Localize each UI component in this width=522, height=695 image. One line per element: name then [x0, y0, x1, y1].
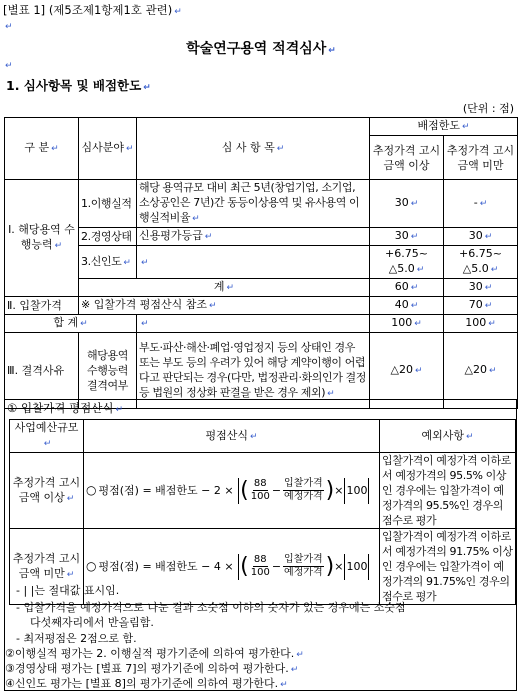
field-credibility: 3.신인도 ↵: [79, 246, 137, 279]
item-performance: 해당 용역규모 대비 최근 5년(창업기업, 소기업, 소상공인은 7년)간 동등이상용역 및 유사용역 이행실적비율 ↵: [137, 180, 370, 228]
circle-bullet-icon: ○: [86, 559, 97, 573]
note-credibility: ④신인도 평가는 [별표 8]의 평가기준에 의하여 평가한다. ↵: [5, 677, 288, 690]
formula-heading: ① 입찰가격 평점산식 ↵: [7, 401, 124, 415]
header-exception: 예외사항 ↵: [380, 420, 516, 453]
circle-bullet-icon: ○: [86, 483, 97, 497]
header-below: 추정가격 고시금액 미만: [444, 136, 518, 180]
total-above: 100 ↵: [370, 315, 444, 333]
subtotal-label: 계 ↵: [79, 279, 370, 297]
score-management-below: 30 ↵: [444, 228, 518, 246]
note-performance: ②이행실적 평가는 2. 이행실적 평가기준에 의하여 평가한다. ↵: [5, 647, 304, 660]
disqualification-above: △20 ↵: [370, 333, 444, 409]
score-table: [4, 117, 518, 409]
return-mark: ↵: [5, 22, 13, 32]
bid-above: 40 ↵: [370, 297, 444, 315]
note-rounding: - 입찰가격을 예정가격으로 나눈 결과 소숫점 이하의 숫자가 있는 경우에는 소숫점: [16, 601, 406, 614]
note-minimum-score: - 최저평점은 2점으로 함.: [16, 632, 137, 645]
disqualification-below: △20 ↵: [444, 333, 518, 409]
note-rounding-cont: 다섯째자리에서 반올림함.: [30, 616, 154, 629]
header-category: 구 분 ↵: [5, 118, 79, 180]
bid-item: ※ 입찰가격 평점산식 참조 ↵: [79, 297, 370, 315]
header-field: 심사분야 ↵: [79, 118, 137, 180]
score-credibility-below: +6.75~ △5.0 ↵: [444, 246, 518, 279]
formula-above: ○ 평점(점) = 배점한도 − 2 × ( $\frac{88}{100}$ − $\frac{\text{입찰가격}}{\text{예정가격}}$ ) × 100: [84, 453, 380, 529]
return-mark: ↵: [5, 61, 13, 71]
total-below: 100 ↵: [444, 315, 518, 333]
appendix-label: [별표 1] (제5조제1항제1호 관련) ↵: [3, 3, 182, 17]
header-score-limit: 배점한도 ↵: [370, 118, 518, 136]
field-management: 2.경영상태: [79, 228, 137, 246]
score-performance-above: 30 ↵: [370, 180, 444, 228]
subtotal-below: 30 ↵: [444, 279, 518, 297]
subtotal-above: 60 ↵: [370, 279, 444, 297]
header-items: 심 사 항 목 ↵: [137, 118, 370, 180]
score-management-above: 30 ↵: [370, 228, 444, 246]
exception-below: 입찰가격이 예정가격 이하로서 예정가격의 91.75% 이상인 경우에는 입찰가격이 예정가격의 91.75%인 경우의 점수로 평가: [380, 529, 516, 605]
section-heading: 1. 심사항목 및 배점한도 ↵: [6, 78, 151, 93]
score-credibility-above: +6.75~ △5.0 ↵: [370, 246, 444, 279]
item-management: 신용평가등급 ↵: [137, 228, 370, 246]
field-performance: 1.이행실적: [79, 180, 137, 228]
total-label: 합 계 ↵: [5, 315, 137, 333]
disqualification-item: 부도·파산·해산·폐업·영업정지 등의 상태인 경우 또는 부도 등의 우려가 있어 해당 계약이행이 어렵다고 판단되는 경우(다만, 법정관리·화의인가 결정 등 법원의 정상화 판결을 받은 경우 제외) ↵: [137, 333, 370, 409]
budget-above: 추정가격 고시금액 이상 ↵: [10, 453, 84, 529]
note-absolute-value: - | |는 절대값 표시임.: [16, 584, 120, 597]
exception-above: 입찰가격이 예정가격 이하로서 예정가격의 95.5% 이상인 경우에는 입찰가격이 예정가격의 95.5%인 경우의 점수로 평가: [380, 453, 516, 529]
group-capability: Ⅰ. 해당용역 수행능력 ↵: [5, 180, 79, 297]
item-credibility: ↵: [137, 246, 370, 279]
header-budget: 사업예산규모↵: [10, 420, 84, 453]
document-title: 학술연구용역 적격심사 ↵: [186, 41, 336, 57]
disqualification-label: Ⅲ. 결격사유: [5, 333, 79, 409]
bid-below: 70 ↵: [444, 297, 518, 315]
header-above: 추정가격 고시금액 이상: [370, 136, 444, 180]
budget-below: 추정가격 고시금액 미만 ↵: [10, 529, 84, 605]
bid-label: Ⅱ. 입찰가격: [5, 297, 79, 315]
unit-label: (단위 : 점): [462, 102, 514, 115]
disqualification-field: 해당용역 수행능력 결격여부: [79, 333, 137, 409]
note-management: ③경영상태 평가는 [별표 7]의 평가기준에 의하여 평가한다. ↵: [5, 662, 299, 675]
total-item: ↵: [137, 315, 370, 333]
formula-table: [9, 419, 516, 605]
score-performance-below: - ↵: [444, 180, 518, 228]
formula-below: ○ 평점(점) = 배점한도 − 4 × ( $\frac{88}{100}$ − $\frac{\text{입찰가격}}{\text{예정가격}}$ ) × 100: [84, 529, 380, 605]
header-formula: 평점산식 ↵: [84, 420, 380, 453]
